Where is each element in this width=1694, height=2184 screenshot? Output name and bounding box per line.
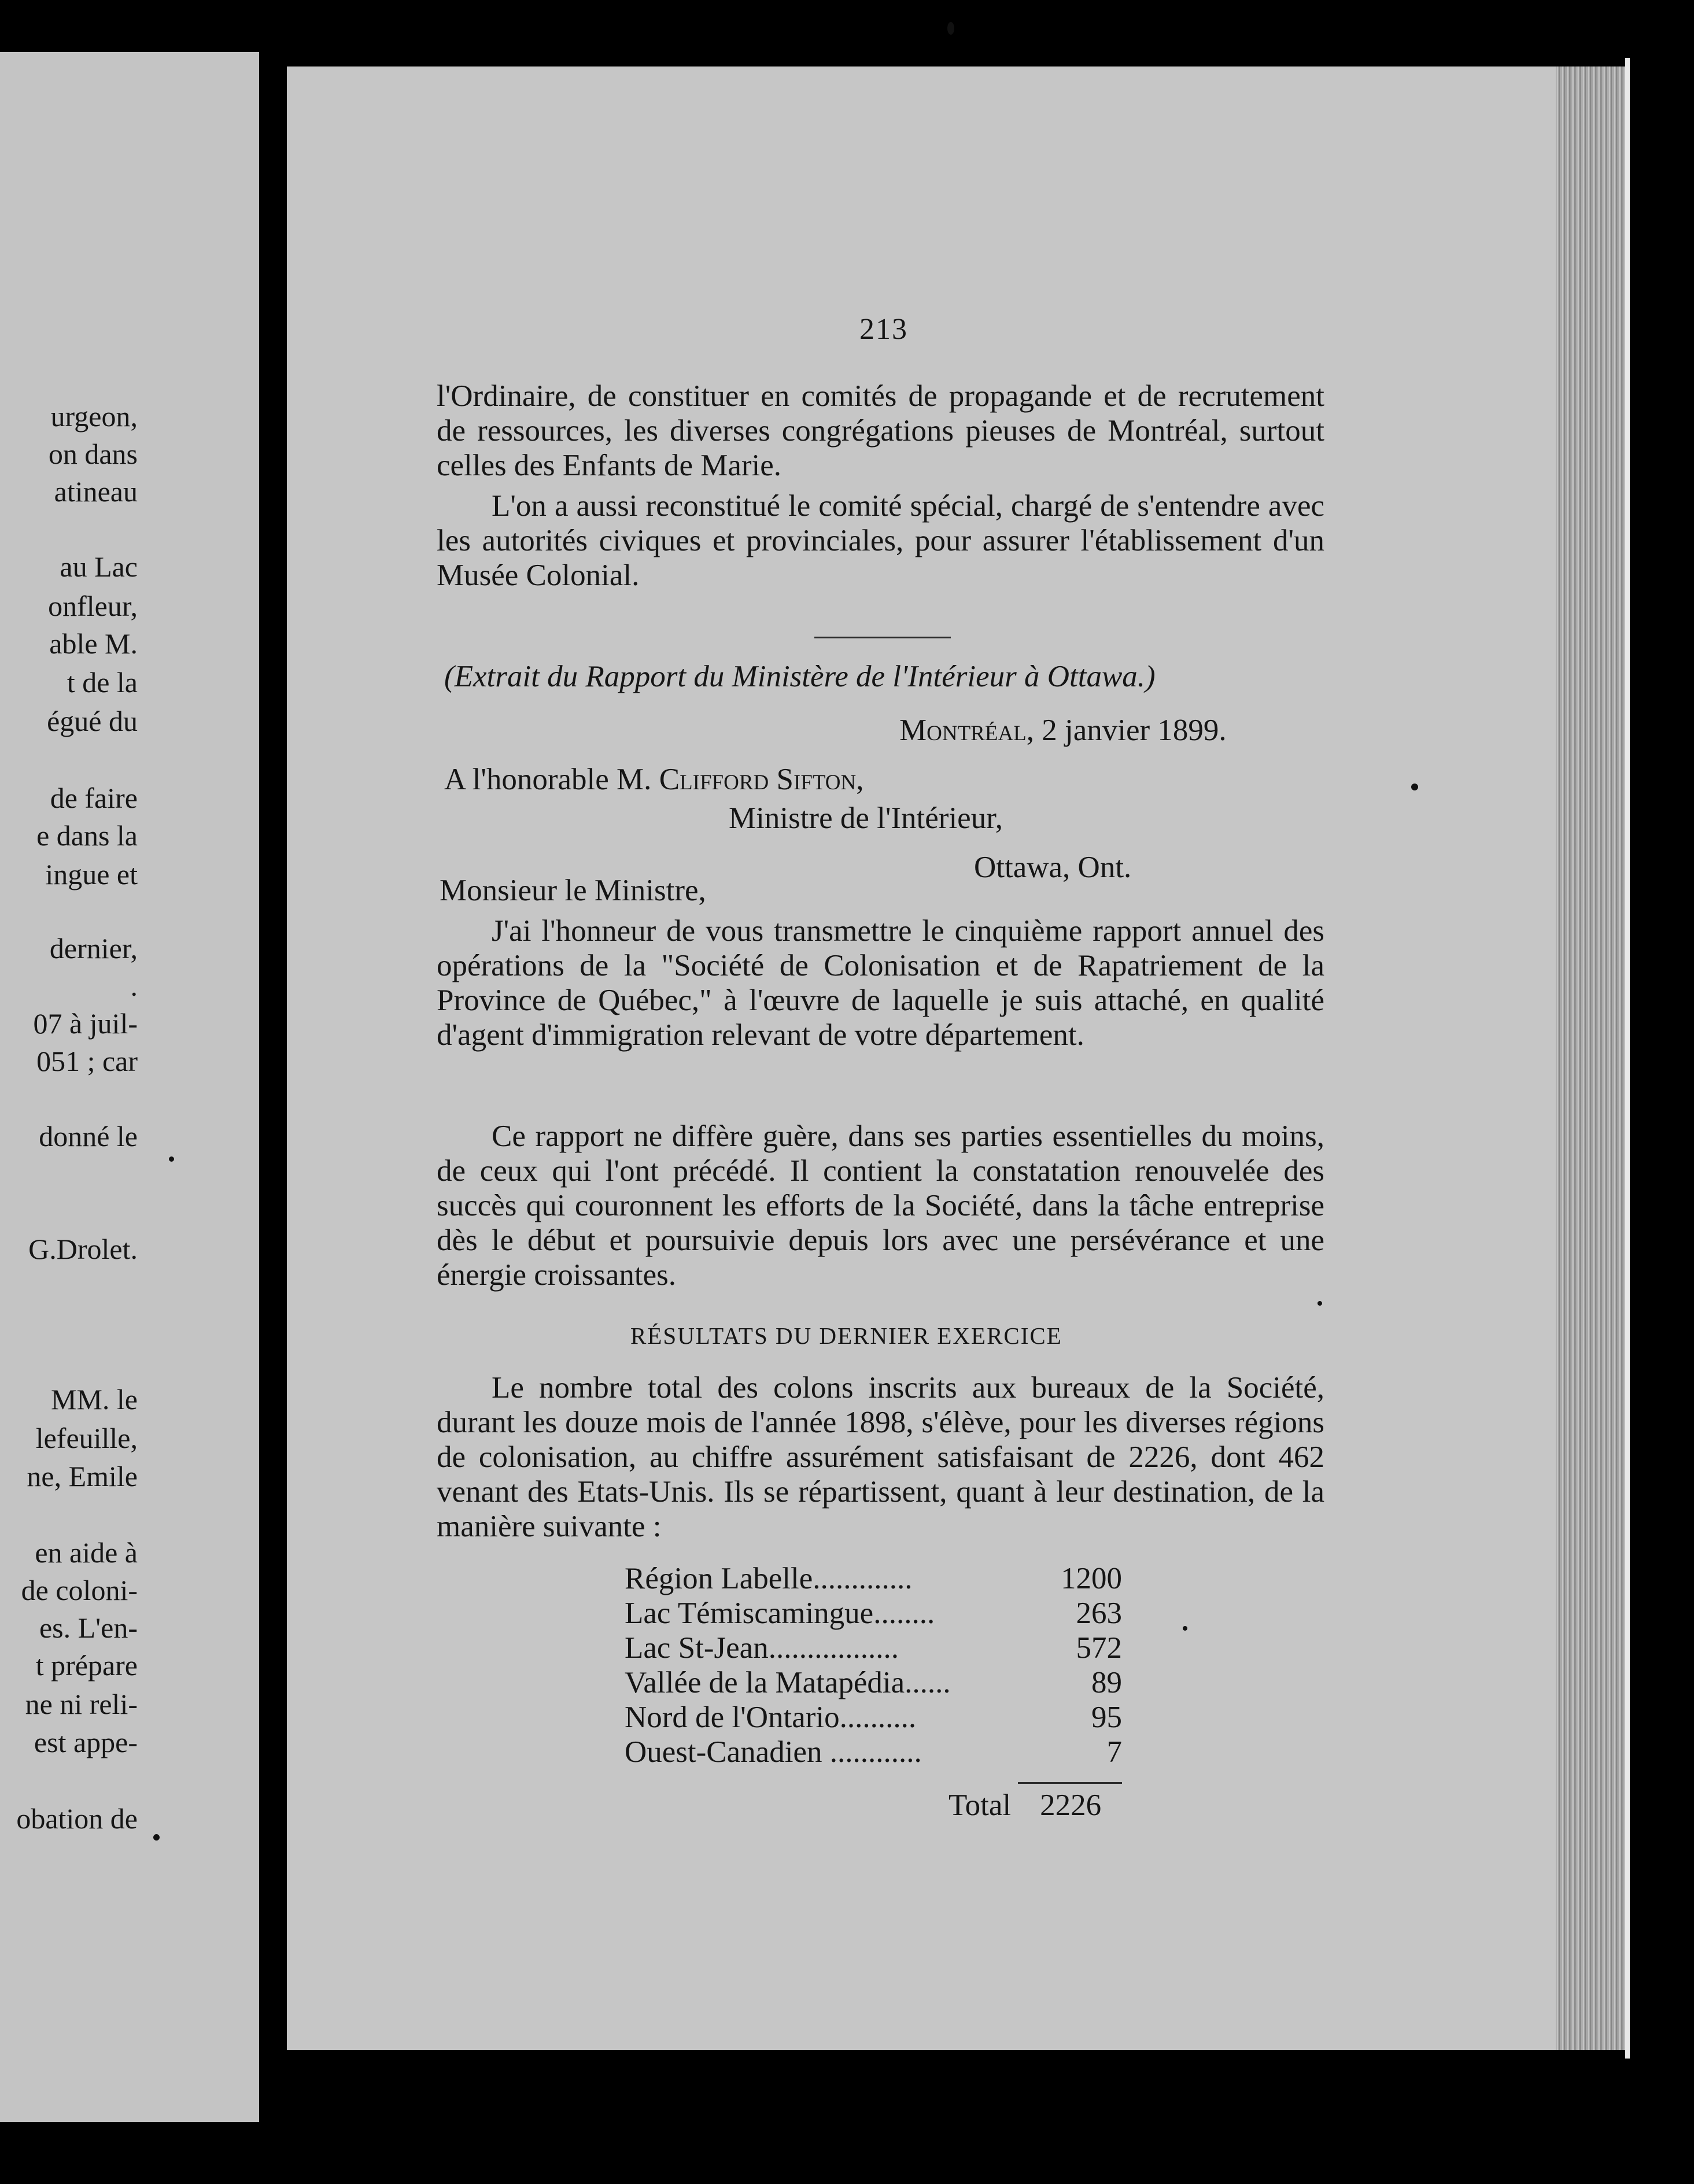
left-page-line: . <box>130 970 138 1002</box>
left-page-line: en aide à <box>35 1536 138 1569</box>
page-edge-highlight <box>1625 58 1630 2059</box>
left-page-line: dernier, <box>49 932 138 964</box>
left-page-line: ne, Emile <box>27 1460 138 1492</box>
left-page-line: t de la <box>67 666 138 699</box>
left-page-line: on dans <box>48 438 138 470</box>
address-title: Ministre de l'Intérieur, <box>729 801 1003 835</box>
paragraph-1: l'Ordinaire, de constituer en comités de propagande et de recrutement de ressources, les diverses congrégations pieuses de Montréal, surtout celles des Enfants de Marie. <box>437 379 1324 482</box>
row-value: 95 <box>1091 1701 1122 1734</box>
section-divider <box>814 637 951 638</box>
left-page-line: atineau <box>54 475 138 508</box>
book-gutter <box>259 40 287 2134</box>
left-page-line: donné le <box>39 1120 138 1152</box>
table-row <box>625 1596 1122 1631</box>
left-page-line: e dans la <box>36 819 138 852</box>
row-value: 7 <box>1106 1735 1122 1769</box>
destination-table <box>625 1561 1122 1769</box>
address-recipient <box>444 762 863 797</box>
left-page-line: de faire <box>50 782 138 814</box>
left-page-line: lefeuille, <box>35 1422 138 1454</box>
left-page-line: t prépare <box>35 1649 138 1682</box>
row-value: 89 <box>1091 1666 1122 1699</box>
scan-speck <box>1411 784 1418 790</box>
address-place: Ottawa, Ont. <box>974 851 1132 884</box>
row-label: Lac St-Jean................. <box>625 1631 899 1665</box>
left-page-line: able M. <box>49 627 138 660</box>
scan-speck <box>947 22 954 35</box>
row-value: 572 <box>1076 1631 1122 1665</box>
paragraph-5: Le nombre total des colons inscrits aux bureaux de la Société, durant les douze mois de l'année 1898, s'élève, pour les diverses régions de colonisation, au chiffre assurément satisfaisant de 2226, dont 462 venant des Etats-Unis. Ils se répartissent, quant à leur destination, de la manière suivante : <box>437 1371 1324 1543</box>
table-row <box>625 1561 1122 1596</box>
left-page-line: es. L'en- <box>39 1612 138 1644</box>
dateline-date: 2 janvier 1899. <box>1042 714 1227 747</box>
left-page-line: obation de <box>16 1802 138 1835</box>
left-page-line: égué du <box>47 705 138 737</box>
row-label: Région Labelle............. <box>625 1562 913 1595</box>
table-row <box>625 1631 1122 1665</box>
salutation: Monsieur le Ministre, <box>440 874 706 907</box>
paragraph-4: Ce rapport ne diffère guère, dans ses parties essentielles du moins, de ceux qui l'ont précédé. Il contient la constatation renouvelée des succès qui couronnent les efforts de la Société, dans la tâche entreprise dès le début et poursuivie depuis lors avec une persévérance et une énergie croissantes. <box>437 1119 1324 1292</box>
scan-speck <box>169 1156 174 1162</box>
page-number: 213 <box>859 313 908 346</box>
row-label: Vallée de la Matapédia...... <box>625 1666 951 1699</box>
scan-speck <box>1317 1301 1322 1306</box>
left-page-line: est appe- <box>34 1726 138 1758</box>
dateline-city: Montréal, <box>899 714 1035 747</box>
total-label: Total <box>949 1788 1012 1822</box>
scanner-border <box>0 0 1694 52</box>
left-page-line: ne ni reli- <box>25 1688 138 1720</box>
total-row <box>949 1788 1101 1823</box>
paragraph-3: J'ai l'honneur de vous transmettre le cinquième rapport annuel des opérations de la "Société de Colonisation et de Rapatriement de la Province de Québec," à l'œuvre de laquelle je suis attaché, en qualité d'agent d'immigration relevant de votre département. <box>437 914 1324 1052</box>
left-page-line: G.Drolet. <box>28 1233 138 1265</box>
row-value: 263 <box>1076 1597 1122 1630</box>
total-value: 2226 <box>1040 1788 1102 1822</box>
scan-speck <box>153 1834 160 1841</box>
left-page-line: au Lac <box>60 550 138 583</box>
dateline <box>899 713 1227 748</box>
row-label: Nord de l'Ontario.......... <box>625 1701 917 1734</box>
table-row <box>625 1735 1122 1769</box>
scan-speck <box>1183 1626 1187 1631</box>
address-name: Clifford Sifton, <box>659 763 864 796</box>
extract-heading: (Extrait du Rapport du Ministère de l'Intérieur à Ottawa.) <box>444 660 1156 693</box>
row-value: 1200 <box>1061 1562 1122 1595</box>
sum-rule <box>1018 1782 1122 1784</box>
address-prefix: A l'honorable M. <box>444 763 652 796</box>
left-page-line: 07 à juil- <box>33 1007 138 1040</box>
left-page-line: onfleur, <box>48 590 138 622</box>
left-page-line: MM. le <box>51 1383 138 1416</box>
section-heading: RÉSULTATS DU DERNIER EXERCICE <box>630 1322 1062 1349</box>
left-page-line: urgeon, <box>50 400 138 433</box>
left-page-line: 051 ; car <box>36 1045 138 1077</box>
paragraph-2: L'on a aussi reconstitué le comité spécial, chargé de s'entendre avec les autorités civiques et provinciales, pour assurer l'établissement d'un Musée Colonial. <box>437 489 1324 592</box>
page-edges <box>1556 66 1625 2050</box>
table-row <box>625 1665 1122 1700</box>
left-page-line: de coloni- <box>21 1574 138 1606</box>
row-label: Lac Témiscamingue........ <box>625 1597 935 1630</box>
left-page-line: ingue et <box>45 858 138 890</box>
table-row <box>625 1700 1122 1735</box>
row-label: Ouest-Canadien ............ <box>625 1735 922 1769</box>
